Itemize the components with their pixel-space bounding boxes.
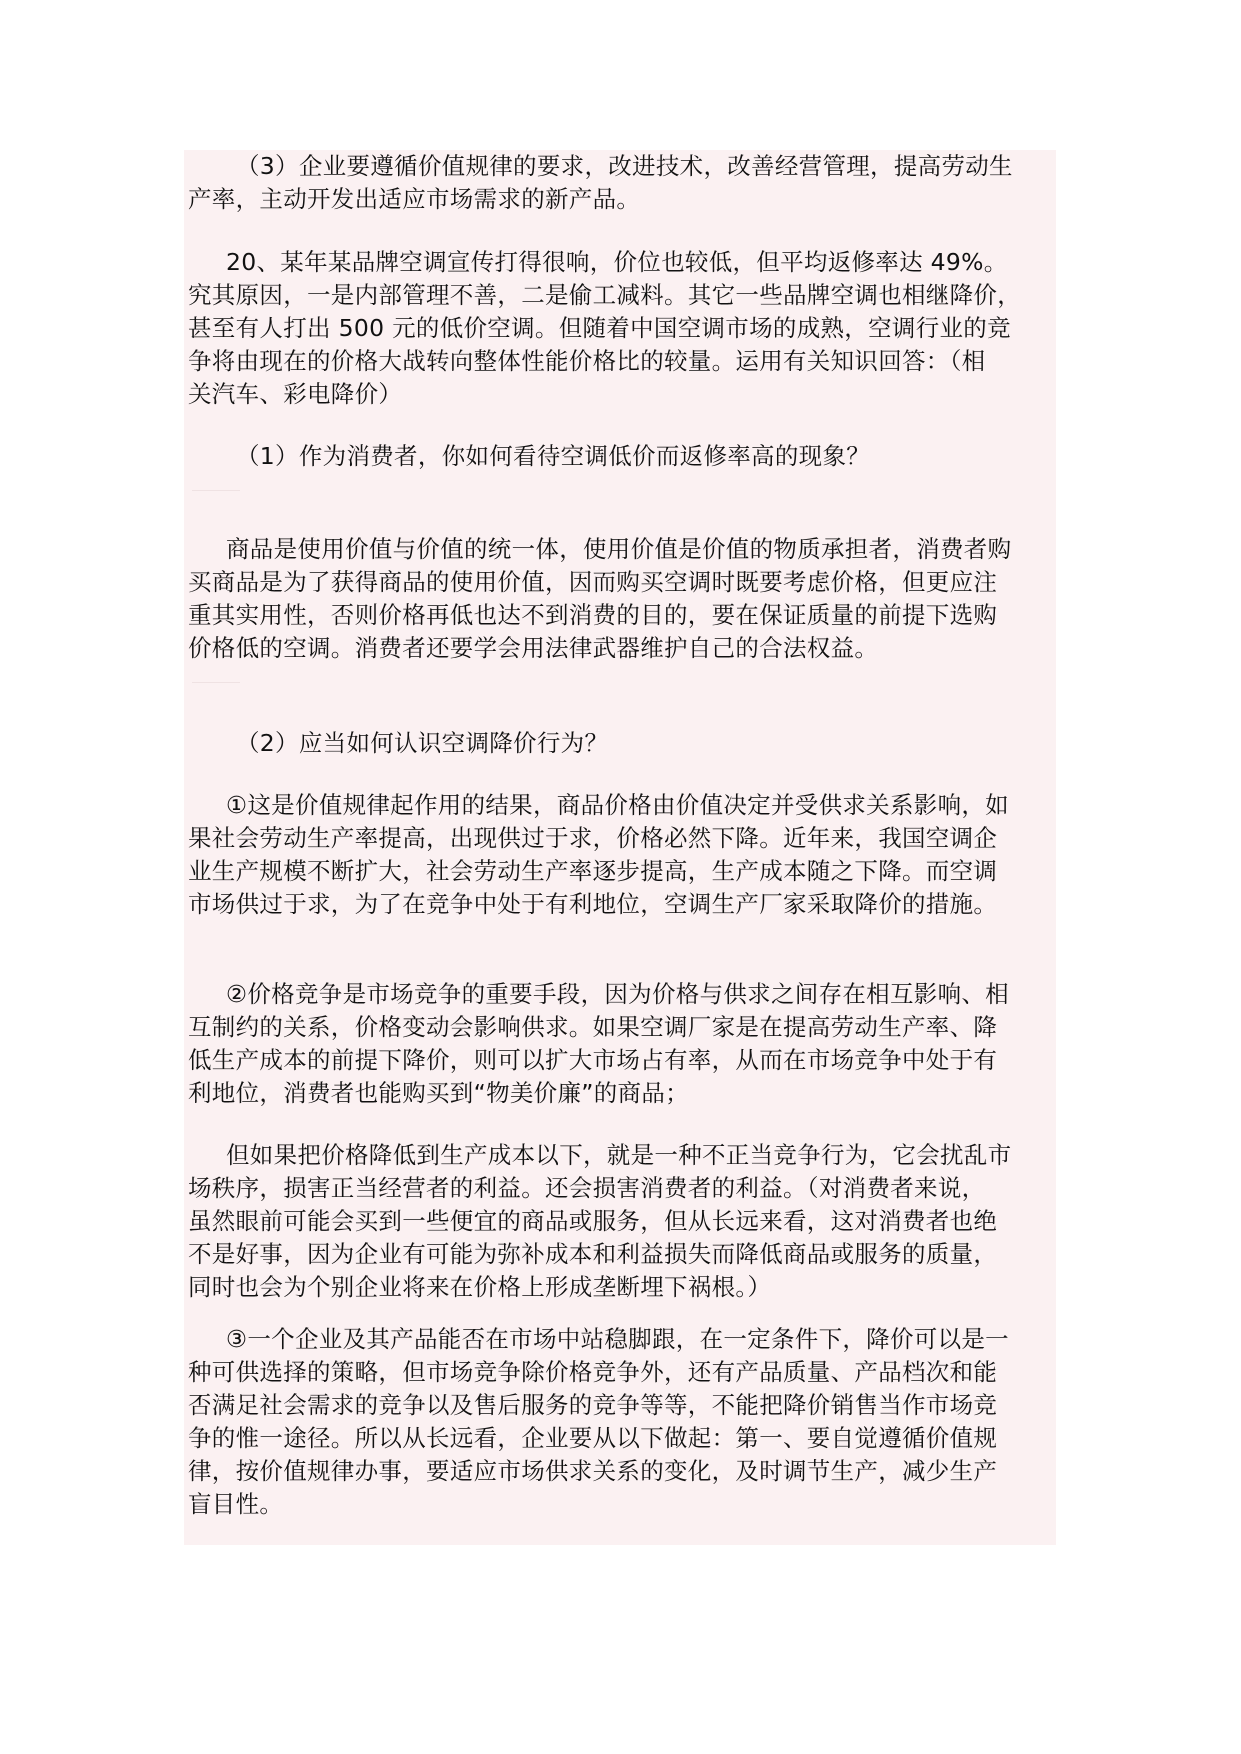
text-line: 重其实用性，否则价格再低也达不到消费的目的，要在保证质量的前提下选购 bbox=[188, 601, 998, 629]
text-line: （3）企业要遵循价值规律的要求，改进技术，改善经营管理，提高劳动生 bbox=[236, 152, 1013, 180]
divider bbox=[192, 682, 240, 683]
text-line: ①这是价值规律起作用的结果，商品价格由价值决定并受供求关系影响，如 bbox=[226, 791, 1009, 819]
text-line: ②价格竞争是市场竞争的重要手段，因为价格与供求之间存在相互影响、相 bbox=[226, 980, 1009, 1008]
text-line: 同时也会为个别企业将来在价格上形成垄断埋下祸根。） bbox=[188, 1273, 772, 1301]
text-line: ③一个企业及其产品能否在市场中站稳脚跟，在一定条件下，降价可以是一 bbox=[226, 1325, 1009, 1353]
text-line: （2）应当如何认识空调降价行为？ bbox=[236, 729, 609, 757]
text-line: 20、某年某品牌空调宣传打得很响，价位也较低，但平均返修率达 49%。 bbox=[226, 248, 1008, 276]
text-line: 虽然眼前可能会买到一些便宜的商品或服务，但从长远来看，这对消费者也绝 bbox=[188, 1207, 998, 1235]
text-line: 市场供过于求，为了在竞争中处于有利地位，空调生产厂家采取降价的措施。 bbox=[188, 890, 998, 918]
text-line: 盲目性。 bbox=[188, 1490, 284, 1518]
text-line: 但如果把价格降低到生产成本以下，就是一种不正当竞争行为，它会扰乱市 bbox=[226, 1141, 1012, 1169]
paragraph-sub-question-1 bbox=[188, 440, 1056, 473]
paragraph-sub-question-2 bbox=[188, 727, 1056, 760]
text-line: 价格低的空调。消费者还要学会用法律武器维护自己的合法权益。 bbox=[188, 634, 879, 662]
text-line: 产率，主动开发出适应市场需求的新产品。 bbox=[188, 185, 641, 213]
text-line: 场秩序，损害正当经营者的利益。还会损害消费者的利益。（对消费者来说， bbox=[188, 1174, 986, 1202]
text-line: 否满足社会需求的竞争以及售后服务的竞争等等，不能把降价销售当作市场竞 bbox=[188, 1391, 998, 1419]
text-line: 业生产规模不断扩大，社会劳动生产率逐步提高，生产成本随之下降。而空调 bbox=[188, 857, 998, 885]
text-line: 甚至有人打出 500 元的低价空调。但随着中国空调市场的成熟，空调行业的竞 bbox=[188, 314, 1011, 342]
text-line: 争的惟一途径。所以从长远看，企业要从以下做起：第一、要自觉遵循价值规 bbox=[188, 1424, 998, 1452]
text-line: 究其原因，一是内部管理不善，二是偷工减料。其它一些品牌空调也相继降价， bbox=[188, 281, 1021, 309]
paragraph-answer-2-point-2 bbox=[188, 978, 1056, 1110]
text-line: 律，按价值规律办事，要适应市场供求关系的变化，及时调节生产，减少生产 bbox=[188, 1457, 998, 1485]
text-line: 不是好事，因为企业有可能为弥补成本和利益损失而降低商品或服务的质量， bbox=[188, 1240, 998, 1268]
paragraph-answer-2-point-1 bbox=[188, 789, 1056, 921]
text-line: （1）作为消费者，你如何看待空调低价而返修率高的现象？ bbox=[236, 442, 871, 470]
text-line: 低生产成本的前提下降价，则可以扩大市场占有率，从而在市场竞争中处于有 bbox=[188, 1046, 998, 1074]
paragraph-answer-2-point-2-continued bbox=[188, 1139, 1056, 1304]
text-line: 互制约的关系，价格变动会影响供求。如果空调厂家是在提高劳动生产率、降 bbox=[188, 1013, 998, 1041]
paragraph-answer-1 bbox=[188, 533, 1056, 665]
text-line: 果社会劳动生产率提高，出现供过于求，价格必然下降。近年来，我国空调企 bbox=[188, 824, 998, 852]
paragraph-answer-2-point-3 bbox=[188, 1323, 1056, 1521]
text-line: 买商品是为了获得商品的使用价值，因而购买空调时既要考虑价格，但更应注 bbox=[188, 568, 998, 596]
text-line: 种可供选择的策略，但市场竞争除价格竞争外，还有产品质量、产品档次和能 bbox=[188, 1358, 998, 1386]
paragraph-question-20 bbox=[188, 246, 1056, 411]
text-line: 利地位，消费者也能购买到“物美价廉”的商品； bbox=[188, 1079, 689, 1107]
text-line: 商品是使用价值与价值的统一体，使用价值是价值的物质承担者，消费者购 bbox=[226, 535, 1012, 563]
divider bbox=[192, 490, 240, 491]
paragraph-q3-answer bbox=[188, 150, 1056, 216]
text-line: 争将由现在的价格大战转向整体性能价格比的较量。运用有关知识回答：（相 bbox=[188, 347, 986, 375]
text-line: 关汽车、彩电降价） bbox=[188, 380, 403, 408]
